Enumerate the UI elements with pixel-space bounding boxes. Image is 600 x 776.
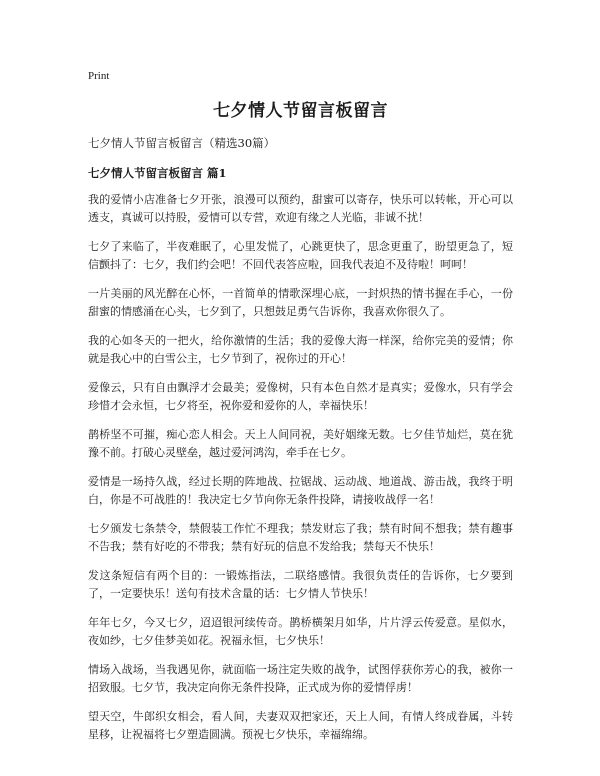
paragraph: 七夕颁发七条禁令，禁假装工作忙不理我；禁发财忘了我；禁有时间不想我；禁有趣事不告我；禁有好吃的不带我；禁有好玩的信息不发给我；禁每天不快乐！ (88, 522, 513, 553)
section-heading: 七夕情人节留言板留言 篇1 (88, 166, 227, 180)
paragraph: 年年七夕，今又七夕，迢迢银河续传奇。鹊桥横架月如华，片片浮云传爱意。星似水，夜如纱，七夕佳梦美如花。祝福永恒，七夕快乐！ (88, 616, 513, 647)
document-subtitle: 七夕情人节留言板留言（精选30篇） (88, 136, 276, 150)
paragraph: 七夕了来临了，半夜难眠了，心里发慌了，心跳更快了，思念更重了，盼望更急了，短信颤抖了：七夕，我们约会吧！不回代表答应啦，回我代表迫不及待啦！呵呵！ (88, 240, 513, 271)
page-title: 七夕情人节留言板留言 (213, 101, 388, 121)
paragraph: 鹊桥坚不可摧，痴心恋人相会。天上人间同祝，美好姻缘无数。七夕佳节灿烂，莫在犹豫不前。打破心灵壁垒，越过爱河鸿沟，牵手在七夕。 (88, 428, 513, 459)
paragraph: 爱情是一场持久战，经过长期的阵地战、拉锯战、运动战、地道战、游击战，我终于明白，你是不可战胜的！我决定七夕节向你无条件投降，请接收战俘一名！ (88, 475, 513, 506)
paragraph: 望天空，牛郎织女相会，看人间，夫妻双双把家还，天上人间，有情人终成眷属，斗转星移，让祝福将七夕塑造圆满。预祝七夕快乐，幸福绵绵。 (88, 710, 513, 741)
document-page (88, 70, 513, 755)
paragraph: 爱像云，只有自由飘浮才会最美；爱像树，只有本色自然才是真实；爱像水，只有学会珍惜才会永恒，七夕将至，祝你爱和爱你的人，幸福快乐！ (88, 381, 513, 412)
paragraph: 一片美丽的风光醉在心怀，一首简单的情歌深埋心底，一封炽热的情书握在手心，一份甜蜜的情感涌在心头，七夕到了，只想鼓足勇气告诉你，我喜欢你很久了。 (88, 287, 513, 318)
paragraph: 情场入战场，当我遇见你，就面临一场注定失败的战争，试图俘获你芳心的我，被你一招致服。七夕节，我决定向你无条件投降，正式成为你的爱情俘虏！ (88, 663, 513, 694)
paragraph: 我的心如冬天的一把火，给你激情的生活；我的爱像大海一样深，给你完美的爱情；你就是我心中的白雪公主，七夕节到了，祝你过的开心！ (88, 334, 513, 365)
paragraph: 发这条短信有两个目的：一锻炼指法，二联络感情。我很负责任的告诉你，七夕要到了，一定要快乐！送句有技术含量的话：七夕情人节快乐！ (88, 569, 513, 600)
print-link[interactable]: Print (88, 70, 110, 82)
paragraph: 我的爱情小店准备七夕开张，浪漫可以预约，甜蜜可以寄存，快乐可以转帐，开心可以透支，真诚可以持股，爱情可以专营，欢迎有缘之人光临，非诚不扰！ (88, 193, 513, 224)
